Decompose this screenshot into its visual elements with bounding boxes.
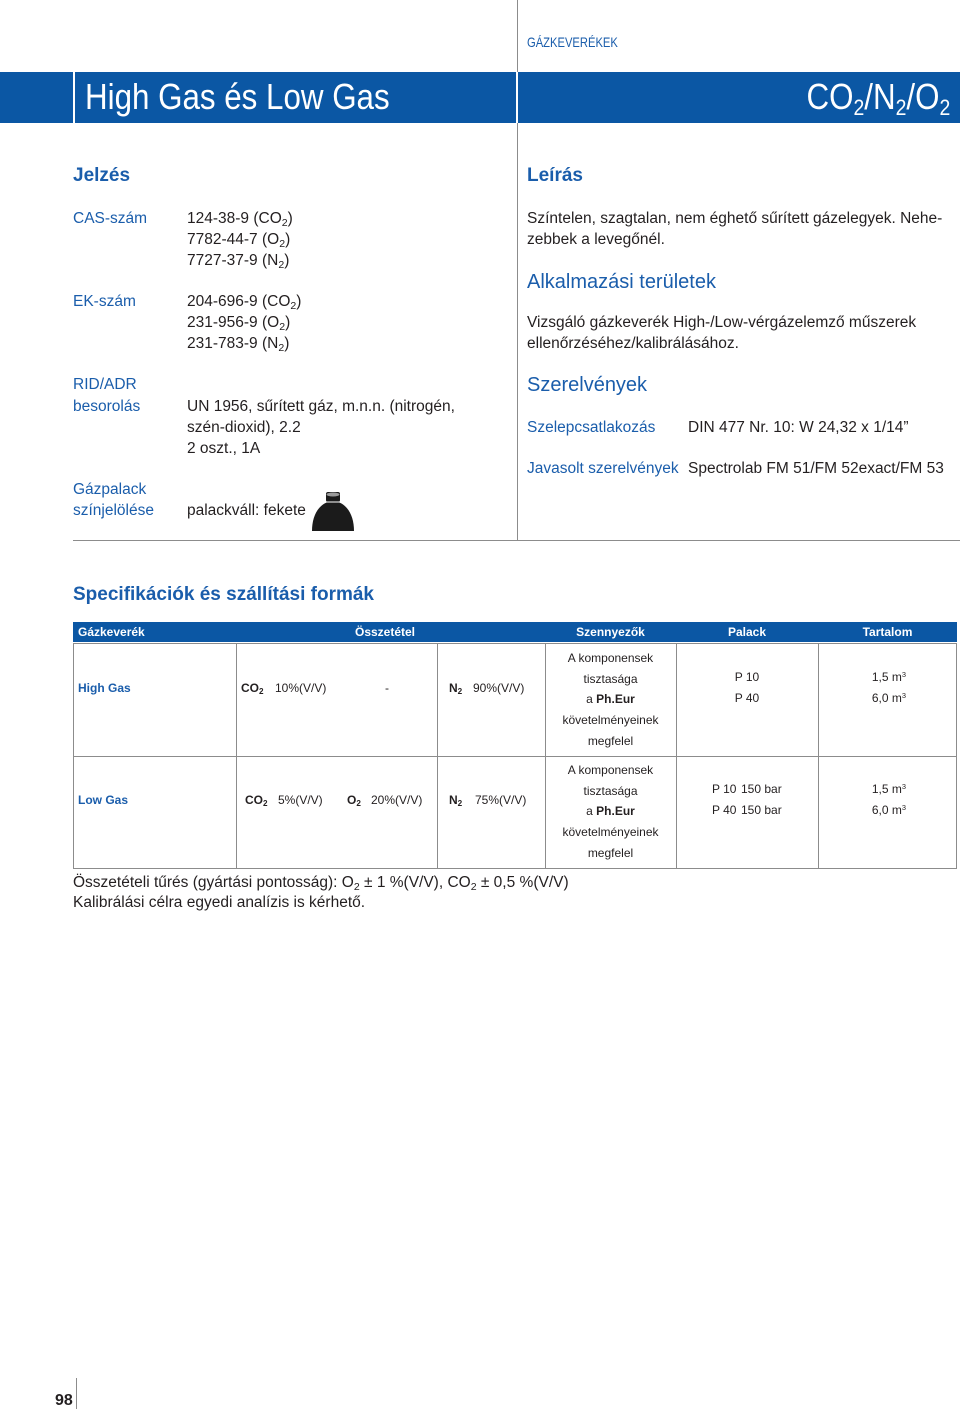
rid-label-line2: besorolás bbox=[73, 398, 141, 415]
ek-subscript: 2 bbox=[278, 342, 285, 355]
contents-value bbox=[818, 691, 906, 707]
contents-value bbox=[818, 803, 906, 819]
contents-value bbox=[818, 670, 906, 686]
page-number: 98 bbox=[55, 1392, 73, 1409]
impurities-line bbox=[545, 692, 676, 706]
rid-value-line: 2 oszt., 1A bbox=[187, 440, 261, 457]
cylinder-pressure: 150 bar bbox=[741, 782, 782, 796]
cas-text: 7782-44-7 (O bbox=[187, 231, 280, 248]
spec-heading: Specifikációk és szállítási formák bbox=[73, 584, 374, 605]
component-n2-value: 75%(V/V) bbox=[475, 793, 527, 807]
recommended-fittings-value: Spectrolab FM 51/FM 52exact/FM 53 bbox=[688, 460, 944, 477]
impurities-line: követelményeinek bbox=[562, 713, 659, 727]
title-bar-divider-left bbox=[73, 72, 75, 123]
component-co2 bbox=[245, 793, 268, 809]
ek-subscript: 2 bbox=[279, 321, 286, 334]
formula-subscript: 2 bbox=[853, 95, 864, 121]
column-divider-top bbox=[517, 0, 518, 72]
recommended-fittings-label: Javasolt szerelvények bbox=[527, 460, 679, 477]
cylinder-size: P 40 bbox=[712, 803, 737, 817]
column-header-mixture: Gázkeverék bbox=[78, 625, 145, 639]
column-header-impurities: Szennyezők bbox=[576, 625, 645, 639]
title-bar-divider-middle bbox=[516, 72, 518, 123]
gas-formula bbox=[806, 75, 950, 124]
valve-connection-value: DIN 477 Nr. 10: W 24,32 x 1/14” bbox=[688, 419, 909, 436]
pharmacopoeia-ref: Ph.Eur bbox=[596, 692, 635, 706]
impurities-text: a bbox=[586, 692, 597, 706]
ek-text: 204-696-9 (CO bbox=[187, 293, 291, 310]
cas-number bbox=[187, 251, 289, 272]
formula-subscript: 2 bbox=[895, 95, 907, 121]
unit-superscript: 3 bbox=[901, 803, 906, 813]
component-n2 bbox=[449, 793, 462, 809]
component-symbol: CO bbox=[241, 681, 259, 695]
table-header bbox=[73, 622, 957, 642]
mixture-name: Low Gas bbox=[78, 793, 129, 807]
cylinder-pressure: 150 bar bbox=[741, 803, 782, 817]
column-header-composition: Összetétel bbox=[354, 625, 416, 639]
tolerance-note bbox=[73, 873, 569, 894]
unit-superscript: 3 bbox=[901, 670, 906, 680]
component-co2-value: 5%(V/V) bbox=[278, 793, 323, 807]
cas-text: 7727-37-9 (N bbox=[187, 252, 279, 269]
calibration-note: Kalibrálási célra egyedi analízis is kérhető. bbox=[73, 894, 366, 911]
note-subscript: 2 bbox=[470, 881, 477, 894]
rid-value-line: szén-dioxid), 2.2 bbox=[187, 419, 301, 436]
component-o2-value: - bbox=[385, 681, 389, 695]
ek-tail: ) bbox=[296, 293, 302, 310]
cas-number bbox=[187, 209, 293, 230]
note-text: ± 1 %(V/V), CO bbox=[359, 874, 471, 891]
impurities-line: A komponensek bbox=[567, 763, 654, 777]
ek-number bbox=[187, 292, 301, 313]
component-subscript: 2 bbox=[457, 799, 463, 809]
component-symbol: CO bbox=[245, 793, 263, 807]
page-title: High Gas és Low Gas bbox=[85, 76, 390, 117]
cylinder-size: P 40 bbox=[734, 691, 760, 705]
cas-tail: ) bbox=[284, 252, 290, 269]
rid-value-line: UN 1956, sűrített gáz, m.n.n. (nitrogén, bbox=[187, 398, 455, 415]
cylinder-color-value: palackváll: fekete bbox=[187, 502, 306, 519]
cas-subscript: 2 bbox=[278, 259, 285, 272]
formula-subscript: 2 bbox=[939, 95, 950, 121]
column-header-cylinder: Palack bbox=[727, 625, 767, 639]
rid-label-line1: RID/ADR bbox=[73, 376, 137, 393]
cas-subscript: 2 bbox=[279, 238, 286, 251]
cylinder-size: P 10 bbox=[712, 782, 737, 796]
component-symbol: N bbox=[449, 793, 458, 807]
applications-line: ellenőrzéséhez/kalibrálásához. bbox=[527, 335, 739, 352]
formula-part: /N bbox=[863, 76, 896, 117]
table-column-divider bbox=[236, 643, 237, 868]
contents-value bbox=[818, 782, 906, 798]
ek-label: EK-szám bbox=[73, 293, 136, 310]
column-divider bbox=[517, 123, 518, 540]
cylinder-color-label-line2: színjelölése bbox=[73, 502, 154, 519]
impurities-line: A komponensek bbox=[567, 651, 654, 665]
impurities-line bbox=[545, 804, 676, 818]
ek-tail: ) bbox=[284, 335, 290, 352]
ek-subscript: 2 bbox=[290, 300, 297, 313]
cas-tail: ) bbox=[285, 231, 291, 248]
footer-rule bbox=[76, 1378, 77, 1409]
applications-line: Vizsgáló gázkeverék High-/Low-vérgázelemző műszerek bbox=[527, 314, 917, 331]
impurities-line: megfelel bbox=[587, 734, 634, 748]
cylinder-shoulder-icon bbox=[311, 490, 355, 532]
cylinder-size: P 10 bbox=[734, 670, 760, 684]
component-o2 bbox=[347, 793, 361, 809]
formula-part: /O bbox=[906, 76, 940, 117]
impurities-line: követelményeinek bbox=[562, 825, 659, 839]
title-bar bbox=[0, 72, 960, 123]
component-subscript: 2 bbox=[259, 687, 264, 697]
contents-number: 6,0 m bbox=[871, 691, 902, 705]
impurities-line: megfelel bbox=[587, 846, 634, 860]
unit-superscript: 3 bbox=[901, 691, 906, 701]
contents-number: 6,0 m bbox=[871, 803, 902, 817]
component-subscript: 2 bbox=[263, 799, 268, 809]
cylinder-color-label-line1: Gázpalack bbox=[73, 481, 147, 498]
applications-heading: Alkalmazási területek bbox=[527, 271, 716, 293]
mixture-name: High Gas bbox=[78, 681, 131, 695]
note-text: Összetételi tűrés (gyártási pontosság): O bbox=[73, 874, 354, 891]
contents-number: 1,5 m bbox=[871, 670, 902, 684]
cas-label: CAS-szám bbox=[73, 210, 148, 227]
formula-part: CO bbox=[806, 76, 854, 117]
valve-connection-label: Szelepcsatlakozás bbox=[527, 419, 656, 436]
impurities-line: tisztasága bbox=[583, 784, 638, 798]
component-symbol: O bbox=[347, 793, 357, 807]
cas-number bbox=[187, 230, 290, 251]
ek-number bbox=[187, 313, 290, 334]
description-line: Színtelen, szagtalan, nem éghető sűrített gázelegyek. Nehe- bbox=[527, 210, 943, 227]
component-subscript: 2 bbox=[457, 687, 463, 697]
fittings-heading: Szerelvények bbox=[527, 374, 648, 396]
ek-text: 231-956-9 (O bbox=[187, 314, 280, 331]
column-header-contents: Tartalom bbox=[862, 625, 913, 639]
note-text: ± 0,5 %(V/V) bbox=[476, 874, 569, 891]
component-n2-value: 90%(V/V) bbox=[473, 681, 525, 695]
ek-number bbox=[187, 334, 289, 355]
jelzes-heading: Jelzés bbox=[73, 165, 131, 186]
section-tag: GÁZKEVERÉKEK bbox=[527, 34, 618, 50]
ek-tail: ) bbox=[285, 314, 291, 331]
leiras-heading: Leírás bbox=[527, 165, 583, 186]
note-subscript: 2 bbox=[353, 881, 360, 894]
component-n2 bbox=[449, 681, 462, 697]
impurities-line: tisztasága bbox=[583, 672, 638, 686]
impurities-text: a bbox=[586, 804, 597, 818]
component-o2-value: 20%(V/V) bbox=[371, 793, 423, 807]
cas-tail: ) bbox=[287, 210, 293, 227]
section-divider bbox=[73, 540, 960, 541]
table-column-divider bbox=[437, 643, 438, 868]
ek-text: 231-783-9 (N bbox=[187, 335, 279, 352]
pharmacopoeia-ref: Ph.Eur bbox=[596, 804, 635, 818]
cas-text: 124-38-9 (CO bbox=[187, 210, 282, 227]
component-co2-value: 10%(V/V) bbox=[275, 681, 327, 695]
description-line: zebbek a levegőnél. bbox=[527, 231, 665, 248]
component-subscript: 2 bbox=[356, 799, 361, 809]
contents-number: 1,5 m bbox=[871, 782, 902, 796]
component-symbol: N bbox=[449, 681, 458, 695]
cas-subscript: 2 bbox=[281, 217, 288, 230]
unit-superscript: 3 bbox=[901, 782, 906, 792]
component-co2 bbox=[241, 681, 264, 697]
